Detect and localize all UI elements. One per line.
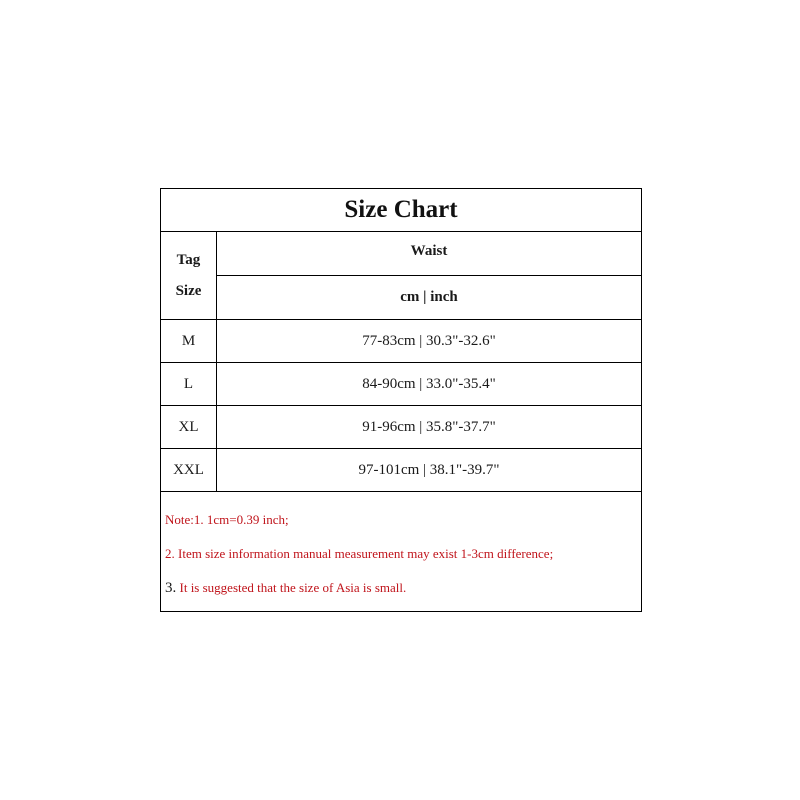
waist-cell: 91-96cm | 35.8"-37.7" (362, 418, 496, 435)
waist-header: Waist (217, 232, 641, 276)
table-row (161, 320, 641, 363)
note-3-text: It is suggested that the size of Asia is small. (176, 580, 407, 595)
size-cell: M (161, 320, 217, 362)
note-3 (165, 580, 406, 597)
size-cell: L (161, 363, 217, 405)
notes-section (161, 492, 641, 611)
chart-title: Size Chart (161, 189, 641, 232)
note-3-number: 3. (165, 580, 177, 596)
waist-cell: 77-83cm | 30.3"-32.6" (362, 332, 496, 349)
size-chart-table (160, 188, 642, 612)
table-row (161, 363, 641, 406)
unit-header: cm | inch (217, 276, 641, 320)
size-cell: XL (161, 406, 217, 448)
table-row (161, 449, 641, 492)
waist-cell: 97-101cm | 38.1"-39.7" (358, 461, 500, 478)
tag-header-line1: Tag (176, 251, 201, 268)
note-1: Note:1. 1cm=0.39 inch; (165, 512, 289, 527)
table-row (161, 406, 641, 449)
size-cell: XXL (161, 449, 217, 491)
note-2: 2. Item size information manual measurement may exist 1-3cm difference; (165, 546, 554, 561)
tag-size-header (161, 232, 217, 320)
waist-cell: 84-90cm | 33.0"-35.4" (362, 375, 496, 392)
tag-header-line2: Size (175, 282, 202, 299)
